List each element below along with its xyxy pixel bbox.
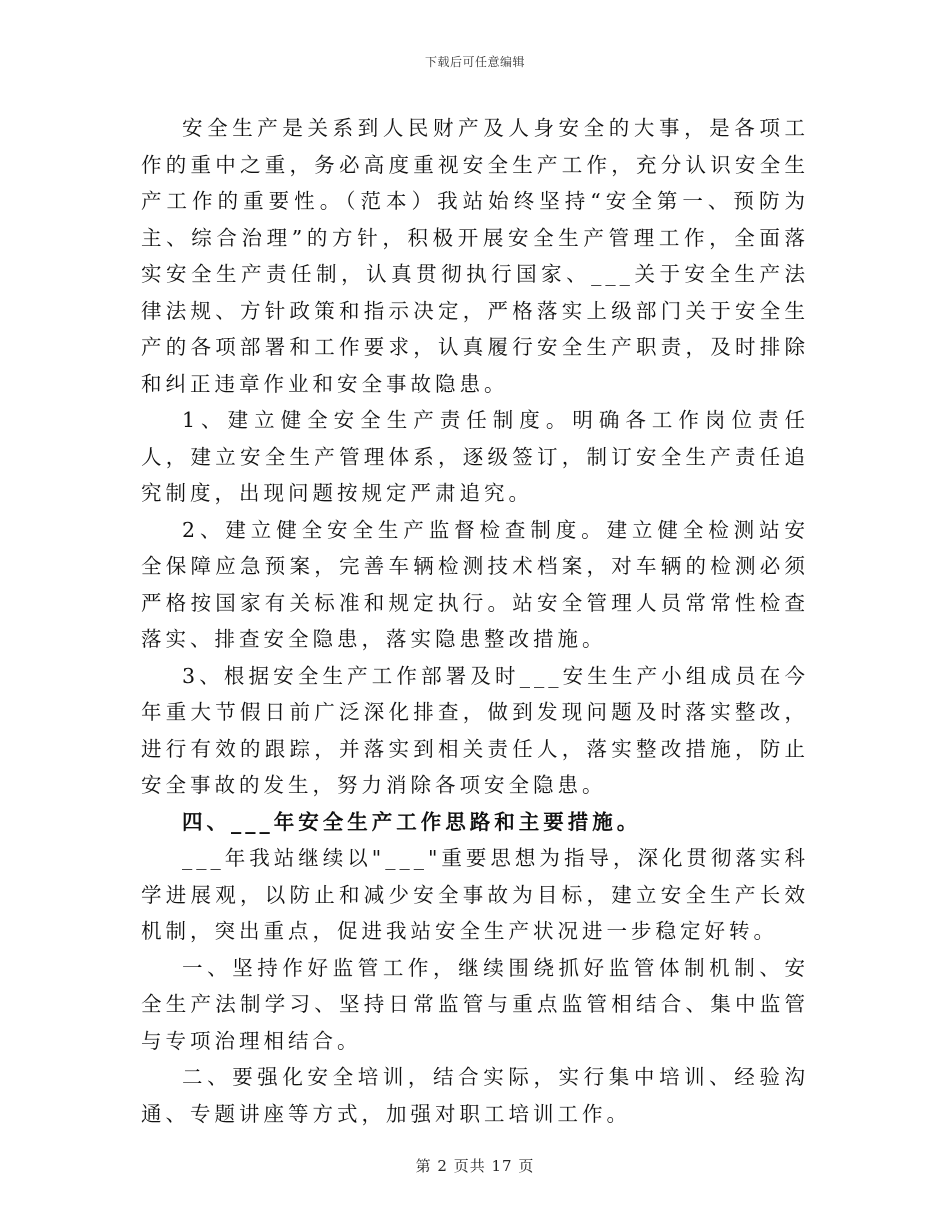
section-heading: 四、___年安全生产工作思路和主要措施。 <box>182 809 642 834</box>
intro-paragraph: 安全生产是关系到人民财产及人身安全的大事，是各项工作的重中之重，务必高度重视安全生产工作，充分认识安全生产工作的重要性。（范本）我站始终坚持“安全第一、预防为主、综合治理”的方针，积极开展安全生产管理工作，全面落实安全生产责任制，认真贯彻执行国家、___关于安全生产法律法规、方针政策和指示决定，严格落实上级部门关于安全生产的各项部署和工作要求，认真履行安全生产职责，及时排除和纠正违章作业和安全事故隐患。 <box>141 116 809 396</box>
item-2-paragraph: 2、建立健全安全生产监督检查制度。建立健全检测站安全保障应急预案，完善车辆检测技术档案，对车辆的检测必须严格按国家有关标准和规定执行。站安全管理人员常常性检查落实、排查安全隐患，落实隐患整改措施。 <box>141 517 809 651</box>
measure-1-paragraph: 一、坚持作好监管工作，继续围绕抓好监管体制机制、安全生产法制学习、坚持日常监管与重点监管相结合、集中监管与专项治理相结合。 <box>141 955 809 1053</box>
section-intro-paragraph: ___年我站继续以"___"重要思想为指导，深化贯彻落实科学进展观，以防止和减少安全事故为目标，建立安全生产长效机制，突出重点，促进我站安全生产状况进一步稳定好转。 <box>141 846 809 943</box>
document-body <box>141 110 809 1132</box>
header-note: 下载后可任意编辑 <box>424 55 525 69</box>
page-number: 第 2 页共 17 页 <box>415 1157 535 1175</box>
item-3-paragraph: 3、根据安全生产工作部署及时___安生生产小组成员在今年重大节假日前广泛深化排查，做到发现问题及时落实整改，进行有效的跟踪，并落实到相关责任人，落实整改措施，防止安全事故的发生，努力消除各项安全隐患。 <box>141 663 809 797</box>
item-1-paragraph: 1、建立健全安全生产责任制度。明确各工作岗位责任人，建立安全生产管理体系，逐级签订，制订安全生产责任追究制度，出现问题按规定严肃追究。 <box>141 408 809 505</box>
measure-2-paragraph: 二、要强化安全培训，结合实际，实行集中培训、经验沟通、专题讲座等方式，加强对职工培训工作。 <box>141 1065 809 1126</box>
